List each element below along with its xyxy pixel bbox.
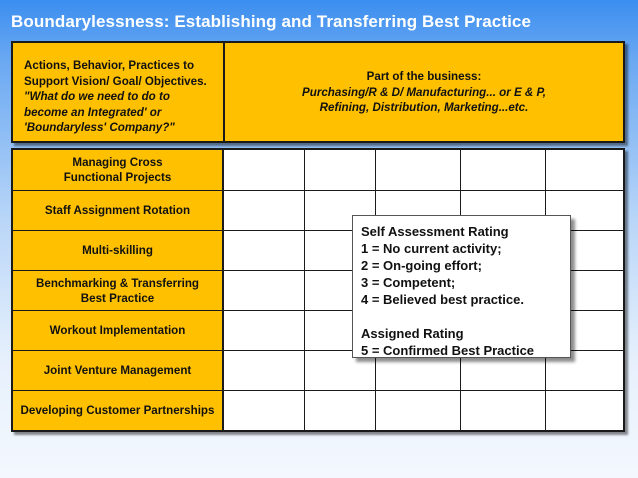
grid-row xyxy=(13,150,623,190)
rating-cell[interactable] xyxy=(461,391,546,430)
rating-cell[interactable] xyxy=(224,191,305,230)
row-label xyxy=(13,271,224,310)
row-label xyxy=(13,191,224,230)
rating-cell[interactable] xyxy=(305,391,376,430)
rating-cell[interactable] xyxy=(376,150,461,190)
rating-cell[interactable] xyxy=(305,150,376,190)
rating-cell[interactable] xyxy=(224,311,305,350)
rating-legend xyxy=(352,215,571,358)
rating-cell[interactable] xyxy=(224,231,305,270)
row-label-line1: Joint Venture Management xyxy=(43,364,192,377)
header-business-sub-line2: Refining, Distribution, Marketing...etc. xyxy=(319,101,529,115)
slide-title: Boundarylessness: Establishing and Transferring Best Practice xyxy=(11,12,532,31)
header-actions-cell xyxy=(13,43,225,141)
row-label-line2: Best Practice xyxy=(80,291,155,305)
header-question-line3: 'Boundaryless' Company?" xyxy=(24,121,175,135)
header-box xyxy=(11,41,625,143)
grid-row xyxy=(13,390,623,430)
row-label xyxy=(13,351,224,390)
header-question-line2: become an Integrated' or xyxy=(24,105,162,119)
legend-title: Self Assessment Rating xyxy=(361,224,509,239)
rating-cell[interactable] xyxy=(224,150,305,190)
rating-cell[interactable] xyxy=(376,391,461,430)
rating-cell[interactable] xyxy=(224,391,305,430)
header-business-sub-line1: Purchasing/R & D/ Manufacturing... or E & P, xyxy=(302,85,546,99)
legend-item-2: 2 = On-going effort; xyxy=(361,258,482,273)
row-label xyxy=(13,311,224,350)
legend-item-5: 5 = Confirmed Best Practice xyxy=(361,343,535,358)
row-label-line2: Functional Projects xyxy=(63,171,172,184)
rating-cell[interactable] xyxy=(461,150,546,190)
legend-item-1: 1 = No current activity; xyxy=(361,241,502,256)
rating-cell[interactable] xyxy=(224,351,305,390)
row-label xyxy=(13,391,224,430)
header-business-cell xyxy=(225,43,623,141)
row-label-line1: Developing Customer Partnerships xyxy=(20,404,215,417)
rating-cell[interactable] xyxy=(546,391,623,430)
row-label xyxy=(13,150,224,190)
header-actions-line2: Support Vision/ Goal/ Objectives. xyxy=(24,74,207,88)
row-label xyxy=(13,231,224,270)
legend-item-3: 3 = Competent; xyxy=(361,275,456,290)
legend-assigned-title: Assigned Rating xyxy=(361,326,464,341)
header-question-line1: "What do we need to do to xyxy=(24,90,170,104)
row-label-line1: Workout Implementation xyxy=(49,324,186,337)
rating-cell[interactable] xyxy=(224,271,305,310)
header-business-title: Part of the business: xyxy=(366,70,482,83)
row-label-line1: Benchmarking & Transferring xyxy=(36,276,199,290)
rating-cell[interactable] xyxy=(546,150,623,190)
legend-item-4: 4 = Believed best practice. xyxy=(361,292,524,307)
legend-spacer xyxy=(361,308,570,325)
row-label-line1: Multi-skilling xyxy=(82,244,153,257)
header-actions-line1: Actions, Behavior, Practices to xyxy=(24,59,195,72)
row-label-line1: Managing Cross xyxy=(72,156,163,169)
row-label-line1: Staff Assignment Rotation xyxy=(44,204,191,217)
